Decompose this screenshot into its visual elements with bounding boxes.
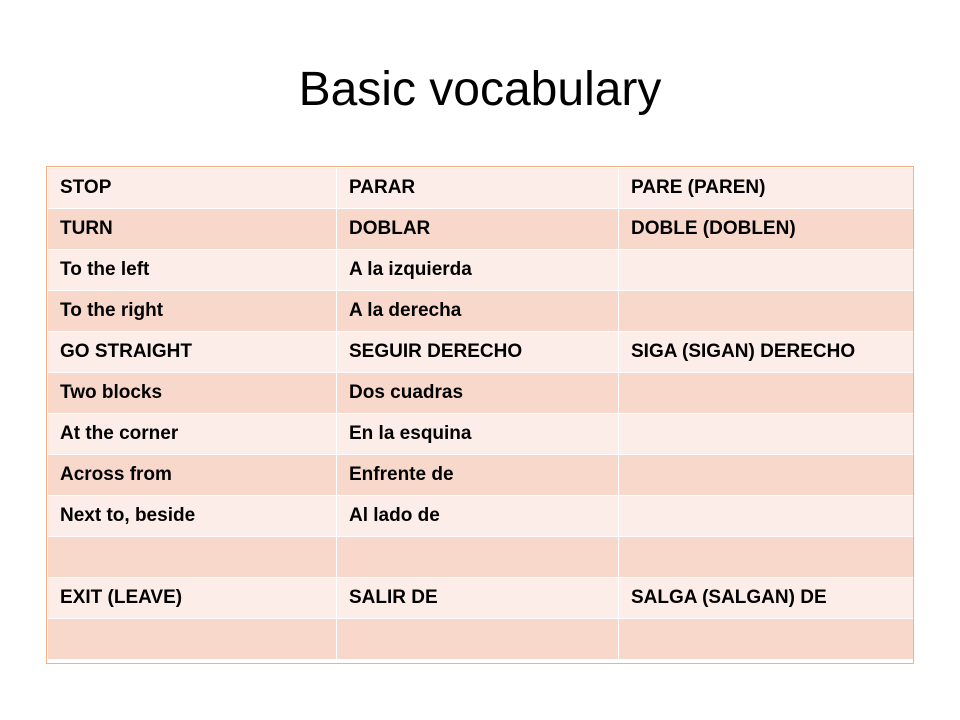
english-cell: STOP (48, 168, 337, 209)
command-cell (619, 250, 914, 291)
infinitive-cell: En la esquina (337, 414, 619, 455)
table-row (48, 332, 914, 373)
table-row (48, 537, 914, 578)
command-cell: SALGA (SALGAN) DE (619, 578, 914, 619)
infinitive-cell (337, 537, 619, 578)
command-cell: PARE (PAREN) (619, 168, 914, 209)
infinitive-cell (337, 619, 619, 660)
english-cell (48, 537, 337, 578)
table-row (48, 291, 914, 332)
command-cell (619, 373, 914, 414)
infinitive-cell: SEGUIR DERECHO (337, 332, 619, 373)
infinitive-cell: PARAR (337, 168, 619, 209)
english-cell: Next to, beside (48, 496, 337, 537)
english-cell: TURN (48, 209, 337, 250)
english-cell: EXIT (LEAVE) (48, 578, 337, 619)
table-row (48, 496, 914, 537)
command-cell (619, 619, 914, 660)
infinitive-cell: Dos cuadras (337, 373, 619, 414)
command-cell (619, 291, 914, 332)
english-cell: GO STRAIGHT (48, 332, 337, 373)
command-cell (619, 455, 914, 496)
table-row (48, 373, 914, 414)
infinitive-cell: Al lado de (337, 496, 619, 537)
table-row (48, 414, 914, 455)
english-cell: Across from (48, 455, 337, 496)
table-row (48, 209, 914, 250)
infinitive-cell: SALIR DE (337, 578, 619, 619)
infinitive-cell: DOBLAR (337, 209, 619, 250)
command-cell (619, 496, 914, 537)
english-cell: To the right (48, 291, 337, 332)
command-cell: SIGA (SIGAN) DERECHO (619, 332, 914, 373)
english-cell (48, 619, 337, 660)
slide-title: Basic vocabulary (298, 63, 662, 116)
infinitive-cell: Enfrente de (337, 455, 619, 496)
command-cell (619, 414, 914, 455)
table-row (48, 619, 914, 660)
command-cell (619, 537, 914, 578)
table-row (48, 250, 914, 291)
table-row (48, 168, 914, 209)
english-cell: Two blocks (48, 373, 337, 414)
infinitive-cell: A la izquierda (337, 250, 619, 291)
infinitive-cell: A la derecha (337, 291, 619, 332)
english-cell: At the corner (48, 414, 337, 455)
table-row (48, 578, 914, 619)
vocabulary-table (47, 167, 914, 660)
command-cell: DOBLE (DOBLEN) (619, 209, 914, 250)
table-row (48, 455, 914, 496)
english-cell: To the left (48, 250, 337, 291)
